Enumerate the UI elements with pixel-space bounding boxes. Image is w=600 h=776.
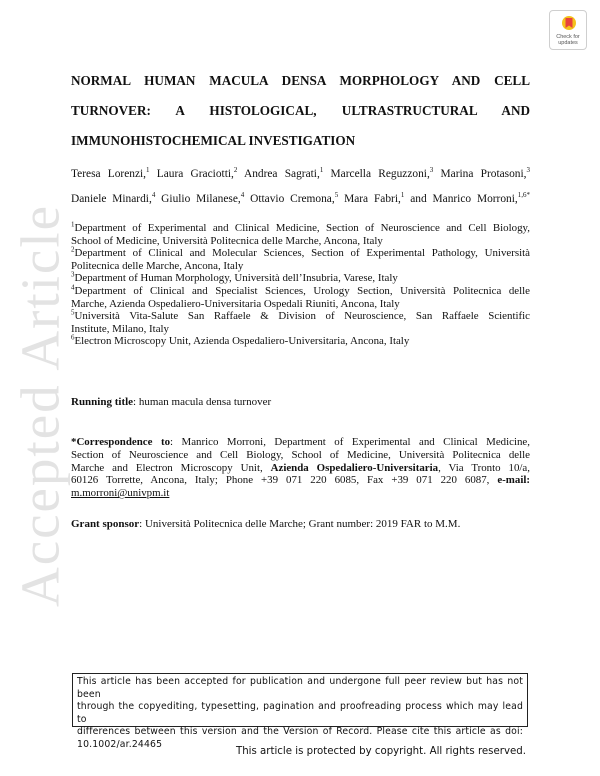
correspondence-line	[71, 474, 530, 487]
check-for-updates-badge[interactable]	[549, 10, 587, 50]
copyright-footer: This article is protected by copyright. All rights reserved.	[236, 746, 526, 757]
title-line: NORMAL HUMAN MACULA DENSA MORPHOLOGY AND CELL	[71, 73, 530, 88]
running-title-label: Running title	[71, 396, 134, 408]
affiliation-line: Marche, Azienda Ospedaliero-Universitaria Ospedali Riuniti, Ancona, Italy	[71, 297, 400, 310]
notice-line: This article has been accepted for publication and undergone full peer review but has not been	[77, 676, 523, 700]
affiliation-text: Università Vita-Salute San Raffaele & Division of Neuroscience, San Raffaele Scientific	[74, 310, 530, 323]
author-line	[71, 187, 530, 212]
correspondence	[71, 436, 530, 500]
author-name: Giulio Milanese,	[161, 193, 241, 205]
affiliation-text: Department of Human Morphology, Università dell’Insubria, Varese, Italy	[74, 272, 398, 285]
affiliation-line: School of Medicine, Università Politecnica delle Marche, Ancona, Italy	[71, 234, 383, 247]
affiliation-sup: 4	[71, 283, 75, 292]
affiliation-text: Electron Microscopy Unit, Azienda Ospedaliero-Universitaria, Ancona, Italy	[74, 335, 410, 348]
notice-doi[interactable]: 10.1002/ar.24465	[77, 738, 163, 750]
acceptance-notice-box	[72, 673, 528, 750]
author-name: Andrea Sagrati,	[243, 168, 320, 180]
author-sup: 4	[240, 191, 245, 200]
author-sup: 1	[400, 191, 405, 200]
badge-text	[550, 34, 586, 46]
badge-line2: updates	[558, 40, 578, 46]
correspondence-text: 60126 Torrette, Ancona, Italy; Phone +39 071 220 6085, Fax +39 071 220 6087,	[71, 474, 498, 487]
email-label: e-mail:	[497, 474, 530, 487]
correspondence-line	[71, 487, 530, 500]
affiliation-text: Department of Clinical and Molecular Sciences, Section of Experimental Pathology, Università	[74, 247, 530, 260]
affiliation-1	[71, 222, 530, 247]
affiliations	[71, 222, 530, 348]
badge-line1: Check for	[556, 34, 580, 40]
title-line: IMMUNOHISTOCHEMICAL INVESTIGATION	[71, 133, 356, 148]
correspondence-label: *Correspondence to	[71, 436, 171, 448]
affiliation-4	[71, 285, 530, 310]
affiliation-line: Institute, Milano, Italy	[71, 322, 169, 335]
affiliation-sup: 2	[71, 245, 75, 254]
author-name: and Manrico Morroni,	[410, 193, 518, 205]
affiliation-line	[71, 285, 530, 298]
bookmark-icon	[561, 15, 577, 33]
affiliation-line	[71, 310, 530, 323]
affiliation-3	[71, 272, 530, 285]
correspondence-text: : Manrico Morroni, Department of Experimental and Clinical Medicine,	[170, 436, 530, 448]
author-name: Laura Graciotti,	[156, 168, 234, 180]
title-line: TURNOVER: A HISTOLOGICAL, ULTRASTRUCTURAL AND	[71, 103, 530, 118]
affiliation-2	[71, 247, 530, 272]
correspondence-text: , Via Tronto 10/a,	[438, 461, 530, 474]
grant-label: Grant sponsor	[71, 518, 140, 530]
affiliation-6	[71, 335, 530, 348]
author-sup: 5	[334, 191, 339, 200]
author-name: Marina Protasoni,	[440, 168, 527, 180]
affiliation-sup: 5	[71, 308, 75, 317]
author-list	[71, 162, 530, 212]
author-name: Mara Fabri,	[344, 193, 401, 205]
affiliation-sup: 6	[71, 333, 75, 342]
author-sup: 1	[146, 166, 150, 175]
author-sup: 3	[429, 166, 434, 175]
correspondence-line	[71, 462, 530, 475]
affiliation-5	[71, 310, 530, 335]
correspondence-line	[71, 436, 530, 449]
author-sup: 2	[233, 166, 238, 175]
affiliation-sup: 3	[71, 270, 75, 279]
correspondence-line: Section of Neuroscience and Cell Biology, School of Medicine, Università Politecnica delle	[71, 448, 530, 461]
author-sup: 3	[526, 166, 531, 175]
author-line	[71, 162, 530, 187]
affiliation-text: Department of Clinical and Specialist Sciences, Urology Section, Università Politecnica delle	[74, 284, 530, 297]
article-title	[71, 66, 530, 156]
running-title	[71, 396, 271, 408]
notice-line: through the copyediting, typesetting, pagination and proofreading process which may lead to	[77, 701, 523, 725]
affiliation-line	[71, 247, 530, 260]
email-link[interactable]: m.morroni@univpm.it	[71, 487, 170, 500]
running-title-text: : human macula densa turnover	[133, 396, 272, 408]
affiliation-sup: 1	[71, 220, 75, 229]
affiliation-line	[71, 335, 530, 348]
affiliation-line	[71, 272, 530, 285]
accepted-article-watermark: Accepted Article	[9, 203, 71, 608]
author-name: Daniele Minardi,	[71, 193, 152, 205]
author-sup: 1	[319, 166, 324, 175]
author-name: Ottavio Cremona,	[250, 193, 335, 205]
correspondence-text: Marche and Electron Microscopy Unit,	[71, 461, 271, 474]
notice-line: differences between this version and the Version of Record. Please cite this article as doi:	[77, 726, 523, 738]
author-name: Teresa Lorenzi,	[71, 168, 147, 180]
grant-text: : Università Politecnica delle Marche; Grant number: 2019 FAR to M.M.	[139, 518, 461, 530]
affiliation-line: Politecnica delle Marche, Ancona, Italy	[71, 259, 244, 272]
correspondence-hospital: Azienda Ospedaliero-Universitaria	[270, 461, 439, 474]
author-sup: 4	[151, 191, 156, 200]
grant-sponsor	[71, 518, 460, 530]
affiliation-text: Department of Experimental and Clinical Medicine, Section of Neuroscience and Cell Biology,	[74, 222, 530, 234]
author-name: Marcella Reguzzoni,	[330, 168, 430, 180]
author-sup: 1,6*	[517, 191, 531, 200]
affiliation-line	[71, 222, 530, 235]
